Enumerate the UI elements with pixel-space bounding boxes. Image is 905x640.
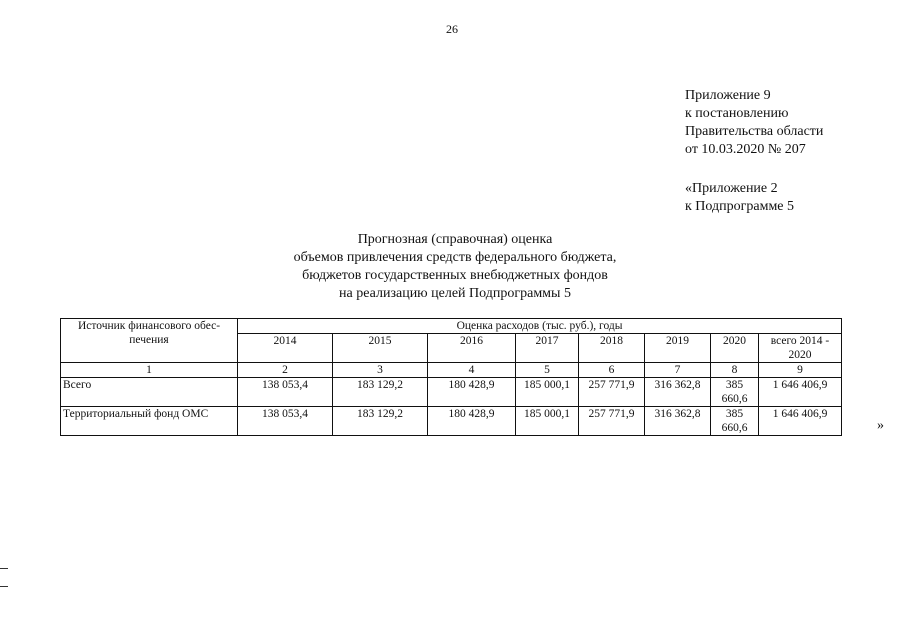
value-cell: 183 129,2 [333,407,428,436]
value-cell: 257 771,9 [579,407,645,436]
year-header: 2018 [579,334,645,363]
year-header: 2016 [428,334,516,363]
row-label: Всего [61,378,238,407]
scan-edge-mark [0,568,8,569]
appendix-line: к Подпрограмме 5 [685,199,795,214]
value-cell: 180 428,9 [428,407,516,436]
title-line: объемов привлечения средств федерального бюджета, [293,250,617,265]
year-header: 2014 [238,334,333,363]
value-cell: 138 053,4 [238,378,333,407]
column-number: 2 [238,363,333,378]
value-cell: 385 660,6 [711,407,759,436]
appendix-line: к постановлению [685,106,789,121]
column-number: 8 [711,363,759,378]
funding-table [60,318,842,436]
appendix-line: «Приложение 2 [685,181,778,196]
row-label: Территориальный фонд ОМС [61,407,238,436]
value-cell: 257 771,9 [579,378,645,407]
value-cell: 183 129,2 [333,378,428,407]
value-cell: 316 362,8 [645,407,711,436]
column-number: 6 [579,363,645,378]
column-number: 9 [759,363,842,378]
page-number: 26 [446,22,458,36]
appendix-reference [685,87,823,159]
value-cell: 185 000,1 [516,378,579,407]
column-number: 3 [333,363,428,378]
scan-edge-mark [0,586,8,587]
numbering-row [61,363,842,378]
value-cell: 385 660,6 [711,378,759,407]
column-number: 7 [645,363,711,378]
value-cell: 185 000,1 [516,407,579,436]
value-cell: 180 428,9 [428,378,516,407]
total-header: всего 2014 - 2020 [759,334,842,363]
year-header: 2017 [516,334,579,363]
document-title [240,231,670,303]
title-line: на реализацию целей Подпрограммы 5 [339,286,571,301]
title-line: бюджетов государственных внебюджетных фондов [302,268,608,283]
year-header: 2019 [645,334,711,363]
closing-quote: » [877,418,884,433]
appendix-line: Правительства области [685,124,824,139]
column-number: 1 [61,363,238,378]
table-row [61,407,842,436]
original-appendix-reference [685,180,794,216]
table-header-row [61,319,842,334]
table-row [61,378,842,407]
appendix-line: от 10.03.2020 № 207 [685,142,806,157]
total-cell: 1 646 406,9 [759,378,842,407]
year-header: 2020 [711,334,759,363]
total-cell: 1 646 406,9 [759,407,842,436]
value-cell: 316 362,8 [645,378,711,407]
year-header: 2015 [333,334,428,363]
column-number: 5 [516,363,579,378]
source-header: Источник финансового обес-печения [61,319,238,363]
value-cell: 138 053,4 [238,407,333,436]
column-number: 4 [428,363,516,378]
title-line: Прогнозная (справочная) оценка [357,232,553,247]
estimate-header: Оценка расходов (тыс. руб.), годы [238,319,842,334]
appendix-line: Приложение 9 [685,88,771,103]
